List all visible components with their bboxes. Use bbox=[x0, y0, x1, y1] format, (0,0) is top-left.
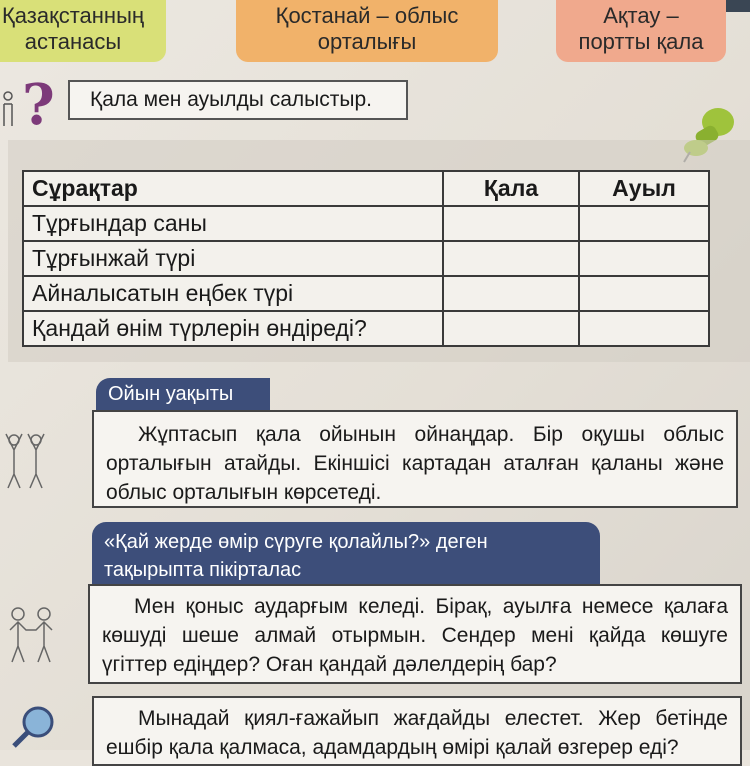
city-cell bbox=[443, 276, 579, 311]
imagine-task: Мынадай қиял-ғажайып жағдайды елестет. Жер бетінде ешбір қала қалмаса, адамдардың өмірі қалай өзгерер еді? bbox=[92, 696, 742, 766]
header-village: Ауыл bbox=[579, 171, 709, 206]
two-people-icon bbox=[0, 600, 66, 670]
table-row bbox=[23, 241, 709, 276]
village-cell bbox=[579, 276, 709, 311]
comparison-table bbox=[22, 170, 710, 347]
village-cell bbox=[579, 241, 709, 276]
tag-kostanay: Қостанай – облыс орталығы bbox=[236, 0, 498, 62]
dancing-children-icon bbox=[0, 430, 54, 492]
table-row bbox=[23, 276, 709, 311]
village-cell bbox=[579, 311, 709, 346]
game-instructions: Жұптасып қала ойынын ойнаңдар. Бір оқушы облыс орталығын атайды. Екіншісі картадан аталған қаланы және облыс орталығын көрсетеді. bbox=[92, 410, 738, 508]
table-row bbox=[23, 311, 709, 346]
row-question: Тұрғындар саны bbox=[23, 206, 443, 241]
header-city: Қала bbox=[443, 171, 579, 206]
city-cell bbox=[443, 206, 579, 241]
tag-aktau: Ақтау – портты қала bbox=[556, 0, 726, 62]
compare-task: Қала мен ауылды салыстыр. bbox=[68, 80, 408, 120]
village-cell bbox=[579, 206, 709, 241]
discussion-text: Мен қоныс аударғым келеді. Бірақ, ауылға немесе қалаға көшуді шеше алмай отырмын. Сендер мені қайда көшуге үгіттер едіңдер? Оған қандай дәлелдерің бар? bbox=[88, 584, 742, 684]
tag-capital: Қазақстанның астанасы bbox=[0, 0, 166, 62]
table-row bbox=[23, 206, 709, 241]
header-questions: Сұрақтар bbox=[23, 171, 443, 206]
game-time-label: Ойын уақыты bbox=[96, 378, 270, 410]
row-question: Айналысатын еңбек түрі bbox=[23, 276, 443, 311]
row-question: Тұрғынжай түрі bbox=[23, 241, 443, 276]
question-mark-icon: ? bbox=[22, 72, 55, 138]
table-header-row bbox=[23, 171, 709, 206]
row-question: Қандай өнім түрлерін өндіреді? bbox=[23, 311, 443, 346]
magnifier-icon bbox=[8, 702, 58, 750]
city-cell bbox=[443, 241, 579, 276]
city-cell bbox=[443, 311, 579, 346]
discussion-label: «Қай жерде өмір сүруге қолайлы?» деген тақырыпта пікірталас bbox=[92, 522, 600, 586]
